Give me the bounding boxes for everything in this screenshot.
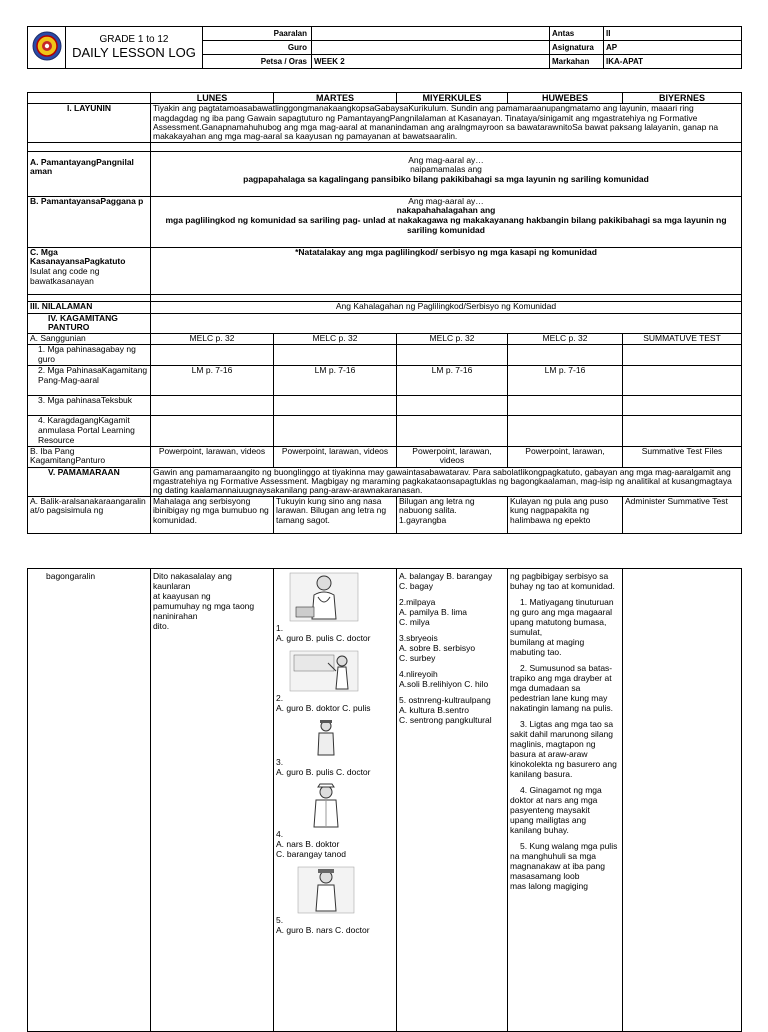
- iba-cell: Powerpoint, larawan, videos: [274, 446, 397, 467]
- col3-line: C. sentrong pangkultural: [399, 715, 492, 726]
- iba-pang-kagamitan-row: [28, 446, 742, 467]
- pagganap-line: nakapahahalagahan ang: [396, 205, 496, 216]
- nilalaman-row: [28, 301, 742, 313]
- lm-cell: LM p. 7-16: [508, 366, 623, 396]
- balik-aral-cell: Bilugan ang letra ng nabuong salita. 1.gayrangba: [397, 496, 508, 533]
- empty-cell: [508, 416, 623, 446]
- empty-cell: [623, 396, 742, 416]
- continuation-row: [28, 569, 742, 1032]
- grade-label: GRADE 1 to 12: [99, 34, 169, 46]
- balik-aral-cell: Mahalaga ang serbisyong ibinibigay ng mga bumubuo ng komunidad.: [151, 496, 274, 533]
- nilalaman-text: Ang Kahalagahan ng Paglilingkod/Serbisyo ng Komunidad: [151, 301, 742, 313]
- empty-cell: [397, 416, 508, 446]
- lm-cell: LM p. 7-16: [151, 366, 274, 396]
- nilalaman-label: III. NILALAMAN: [28, 301, 151, 313]
- balik-aral-cell: Kulayan ng pula ang puso kung nagpapakita ng halimbawa ng epekto: [508, 496, 623, 533]
- layunin-text: Tiyakin ang pagtatamoasabawatlinggongmanakaangkopsaGabaysaKurikulum. Sundin ang pamamaraanupangmatamo ang layunin, maaari ring magdagdag ng iba pang Gawain sapagtuturo ng PamantayangPangnilalaman at Kasanayan. Tinataya/sinigamit ang mgastratehiya ng Formative Assessment.Ganapnamahuhubog ang mga mag-aaral at mananindaman ang aralngmayroon sa bawatarawnitoSa bawat paksang lalayanin, ganap na makakayahan ang mga mag-aaral sa kaayusan ng pamayanan at bawatsaaralin.: [151, 104, 742, 142]
- quiz-number: 3.: [276, 757, 284, 768]
- title-block: [66, 27, 203, 69]
- col3-line: A. pamilya B. lima: [399, 607, 468, 618]
- kasanayan-label: C. Mga KasanayansaPagkatuto: [30, 247, 126, 267]
- pang-mag-aaral-label: 2. Mga PahinasaKagamitang Pang-Mag-aaral: [28, 366, 151, 396]
- pagganap-label: B. PamantayansaPaggana p: [28, 196, 151, 247]
- empty-cell: [274, 396, 397, 416]
- col4-line: maglinis, magtapon ng basura at araw-araw: [510, 739, 596, 760]
- empty-cell: [508, 396, 623, 416]
- col4-line: 3. Ligtas ang mga tao sa sakit dahil marunong silang: [510, 719, 614, 740]
- col3-line: A. kultura B.sentro: [399, 705, 469, 716]
- col1-line: at kaayusan ng: [153, 591, 211, 602]
- sanggunian-cell: SUMMATUVE TEST: [623, 334, 742, 345]
- quiz-choices-extra: C. barangay tanod: [276, 849, 346, 860]
- teacher-label: Guro: [203, 41, 312, 55]
- subject-label: Asignatura: [550, 41, 604, 55]
- col1-line: Dito nakasalalay ang kaunlaran: [153, 571, 232, 592]
- gabay-guro-row: [28, 345, 742, 366]
- teacher-illustration: [288, 649, 360, 693]
- col3-line: 2.milpaya: [399, 597, 436, 608]
- day-header-row: [28, 93, 742, 104]
- quarter-label: Markahan: [550, 55, 604, 69]
- col3-line: 4.nlireyoih: [399, 669, 438, 680]
- quiz-choices: A. guro B. pulis C. doctor: [276, 633, 371, 644]
- continuation-label: bagongaralin: [28, 569, 151, 1032]
- kasanayan-text: *Natatalakay ang mga paglilingkod/ serbisyo ng mga kasapi ng komunidad: [151, 247, 742, 294]
- pamamaraan-label: V. PAMAMARAAN: [28, 467, 151, 496]
- teacher-value: [312, 41, 550, 55]
- col4-line: kinokolekta ng basurero ang kanilang basura.: [510, 759, 617, 780]
- empty-cell: [151, 416, 274, 446]
- col1-text: [151, 569, 274, 1032]
- pagganap-line: Ang mag-aaral ay…: [408, 196, 484, 206]
- doctor-illustration: [288, 571, 360, 623]
- quiz-choices: A. guro B. pulis C. doctor: [276, 767, 371, 778]
- balik-aral-cell: Administer Summative Test: [623, 496, 742, 533]
- col4-line: magnanakaw at iba pang masasamang loob: [510, 861, 605, 882]
- pagganap-line: mga paglilingkod ng komunidad sa sariling pag- unlad at nakakagawa ng makakayanang hakbangin bilang pakikibahagi sa mga layunin ng sariling komunidad: [165, 215, 727, 236]
- subject-value: AP: [604, 41, 742, 55]
- iba-cell: Powerpoint, larawan, videos: [397, 446, 508, 467]
- sanggunian-cell: MELC p. 32: [274, 334, 397, 345]
- school-label: Paaralan: [203, 27, 312, 41]
- date-value: WEEK 2: [312, 55, 550, 69]
- col4-line: upang matutong bumasa, sumulat,: [510, 617, 607, 638]
- col3-line: A. sobre B. serbisyo: [399, 643, 476, 654]
- police-illustration: [306, 719, 346, 757]
- grade-level-value: II: [604, 27, 742, 41]
- iba-cell: Summative Test Files: [623, 446, 742, 467]
- day-lunes: LUNES: [151, 93, 274, 104]
- col4-line: upang mailigtas ang kanilang buhay.: [510, 815, 587, 836]
- col4-line: mas lalong magiging: [510, 881, 588, 892]
- col4-line: 2. Sumusunod sa batas-trapiko ang mga drayber at: [510, 663, 613, 684]
- sanggunian-row: [28, 334, 742, 345]
- quiz-choices: A. guro B. doktor C. pulis: [276, 703, 371, 714]
- col3-line: C. milya: [399, 617, 430, 628]
- sanggunian-cell: MELC p. 32: [397, 334, 508, 345]
- balik-aral-cell: Tukuyin kung sino ang nasa larawan. Bilugan ang letra ng tamang sagot.: [274, 496, 397, 533]
- teksbuk-label: 3. Mga pahinasaTeksbuk: [28, 396, 151, 416]
- continuation-table: [27, 568, 742, 1032]
- kagamitan-label: IV. KAGAMITANG PANTURO: [28, 313, 151, 334]
- quiz-choices: A. guro B. nars C. doctor: [276, 925, 370, 936]
- col4-line: bumilang at maging mabuting tao.: [510, 637, 585, 658]
- word-scramble-list: [397, 569, 508, 1032]
- pamamaraan-row: [28, 467, 742, 496]
- kasanayan-row: [28, 247, 742, 294]
- pangnilalaman-line: naipamamalas ang: [410, 164, 482, 175]
- quiz-number: 1.: [276, 623, 284, 633]
- empty-cell: [623, 345, 742, 366]
- col3-line: A.soli B.relihiyon C. hilo: [399, 679, 489, 690]
- header-table: [27, 26, 742, 69]
- tanod-illustration: [296, 865, 356, 915]
- col4-line: 1. Matiyagang tinuturuan ng guro ang mga magaaral: [510, 597, 614, 618]
- teksbuk-row: [28, 396, 742, 416]
- col4-line: 5. Kung walang mga pulis na manghuhuli sa mga: [510, 841, 618, 862]
- portal-label: 4. KaragdagangKagamit anmulasa Portal Learning Resource: [28, 416, 151, 446]
- col3-line: 5. ostnreng-kultraulpang: [399, 695, 491, 706]
- gabay-guro-label: 1. Mga pahinasagabay ng guro: [28, 345, 151, 366]
- spacer-cell: [28, 294, 151, 301]
- kasanayan-label-cell: [28, 247, 151, 294]
- empty-cell: [623, 416, 742, 446]
- nurse-illustration: [298, 783, 354, 829]
- col3-line: C. surbey: [399, 653, 436, 664]
- page-title: DAILY LESSON LOG: [72, 44, 196, 60]
- col4-line: mga dumadaan sa pedestrian lane kung may nakatingin lamang na pulis.: [510, 683, 614, 714]
- sanggunian-label: A. Sanggunian: [28, 334, 151, 345]
- spacer-cell: [151, 142, 742, 151]
- empty-cell: [274, 345, 397, 366]
- col3-line: 3.sbryeois: [399, 633, 438, 644]
- day-huwebes: HUWEBES: [508, 93, 623, 104]
- balik-aral-label: A. Balik-aralsanakaraangaralin at/o pagsisimula ng: [28, 496, 151, 533]
- quiz-choices: A. nars B. doktor: [276, 839, 340, 850]
- kagamitang-pang-mag-aaral-row: [28, 366, 742, 396]
- col4-line: ng pagbibigay serbisyo sa buhay ng tao at komunidad.: [510, 571, 615, 592]
- empty-cell: [397, 345, 508, 366]
- col3-line: C. bagay: [399, 581, 434, 592]
- quarter-value: IKA-APAT: [604, 55, 742, 69]
- kagamitan-row: [28, 313, 742, 334]
- pagganap-text: [151, 196, 742, 247]
- pangnilalaman-label: A. PamantayangPangnilal aman: [28, 151, 151, 196]
- balik-aral-row: [28, 496, 742, 533]
- layunin-row: [28, 104, 742, 142]
- iba-cell: Powerpoint, larawan,: [508, 446, 623, 467]
- lm-cell: [623, 366, 742, 396]
- kasanayan-sub: Isulat ang code ng bawatkasanayan: [30, 266, 100, 287]
- col3-line: A. balangay B. barangay: [399, 571, 493, 581]
- col1-line: dito.: [153, 621, 170, 632]
- lm-cell: LM p. 7-16: [397, 366, 508, 396]
- quiz-number: 4.: [276, 829, 284, 840]
- school-value: [312, 27, 550, 41]
- pangnilalaman-line: pagpapahalaga sa kagalingang pansibiko bilang pakikibahagi sa mga layunin ng sariling komunidad: [243, 174, 649, 185]
- kagamitan-empty: [151, 313, 742, 334]
- empty-cell: [151, 396, 274, 416]
- sanggunian-cell: MELC p. 32: [151, 334, 274, 345]
- iba-cell: Powerpoint, larawan, videos: [151, 446, 274, 467]
- sanggunian-cell: MELC p. 32: [508, 334, 623, 345]
- pamantayan-sa-pagganap-row: [28, 196, 742, 247]
- pangnilalaman-line: Ang mag-aaral ay…: [408, 154, 484, 165]
- spacer-cell: [28, 142, 151, 151]
- day-miyerkules: MIYERKULES: [397, 93, 508, 104]
- grade-level-label: Antas: [550, 27, 604, 41]
- lm-cell: LM p. 7-16: [274, 366, 397, 396]
- col4-line: 4. Ginagamot ng mga doktor at nars ang mga pasyenteng maysakit: [510, 785, 602, 816]
- picture-quiz: [274, 569, 397, 1032]
- corner-cell: [28, 93, 151, 104]
- empty-cell: [274, 416, 397, 446]
- date-label: Petsa / Oras: [203, 55, 312, 69]
- deped-seal: [28, 27, 66, 69]
- day-biyernes: BIYERNES: [623, 93, 742, 104]
- empty-cell: [151, 345, 274, 366]
- seal-icon: [32, 31, 62, 61]
- heart-coloring-list: [508, 569, 623, 1032]
- pamantayang-pangnilalaman-row: [28, 151, 742, 196]
- empty-cell: [508, 345, 623, 366]
- col5-empty: [623, 569, 742, 1032]
- day-martes: MARTES: [274, 93, 397, 104]
- quiz-number: 2.: [276, 693, 284, 704]
- empty-cell: [397, 396, 508, 416]
- iba-label: B. Iba Pang KagamitangPanturo: [28, 446, 151, 467]
- spacer-cell: [151, 294, 742, 301]
- layunin-label: I. LAYUNIN: [28, 104, 151, 142]
- lesson-table: [27, 92, 742, 534]
- pangnilalaman-text: [151, 151, 742, 196]
- pamamaraan-text: Gawin ang pamamaraangito ng buonglinggo at tiyakinna may gawaintasabawatarav. Para sabolatlikongpagkatuto, gabayan ang mga mag-aaralgamit ang mgastratehiya ng Formative Assessment. Magbigay ng maraming pagkakataonsapagtuklas ng bagongkaalaman, mag-isip ng analitikal at kusangmagtaya ng dating kaalamannaiuugnaysakanilang pang-araw-arawnakaranasan.: [151, 467, 742, 496]
- portal-row: [28, 416, 742, 446]
- quiz-number: 5.: [276, 915, 284, 926]
- col1-line: pamumuhay ng mga taong naninirahan: [153, 601, 255, 622]
